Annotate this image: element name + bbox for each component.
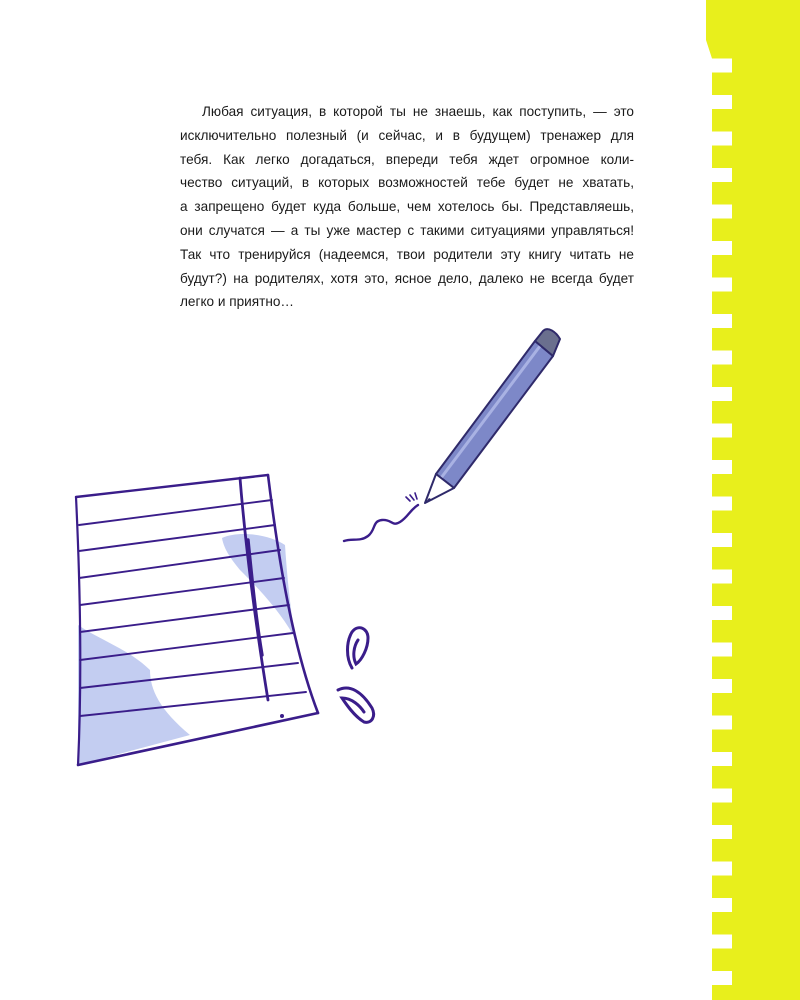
text-line: чество ситуаций, в которых возможностей тебе будет не хватать,	[180, 175, 634, 191]
text-line: тебя. Как легко догадаться, впереди тебя ждет огромное коли-	[180, 151, 634, 167]
text-line: Любая ситуация, в которой ты не знаешь, как поступить, — это	[202, 104, 634, 119]
text-line: Так что тренируйся (надеемся, твои родители эту книгу читать не	[180, 246, 634, 262]
text-line: они случатся — а ты уже мастер с такими ситуациями управляться!	[180, 222, 634, 238]
text-line: будут?) на родителях, хотя это, ясное дело, далеко не всегда будет	[180, 270, 634, 286]
text-line: а запрещено будет куда больше, чем хотелось бы. Представляешь,	[180, 199, 634, 215]
text-line: легко и приятно…	[180, 294, 295, 310]
text-line: исключительно полезный (и сейчас, и в будущем) тренажер для	[180, 127, 634, 143]
